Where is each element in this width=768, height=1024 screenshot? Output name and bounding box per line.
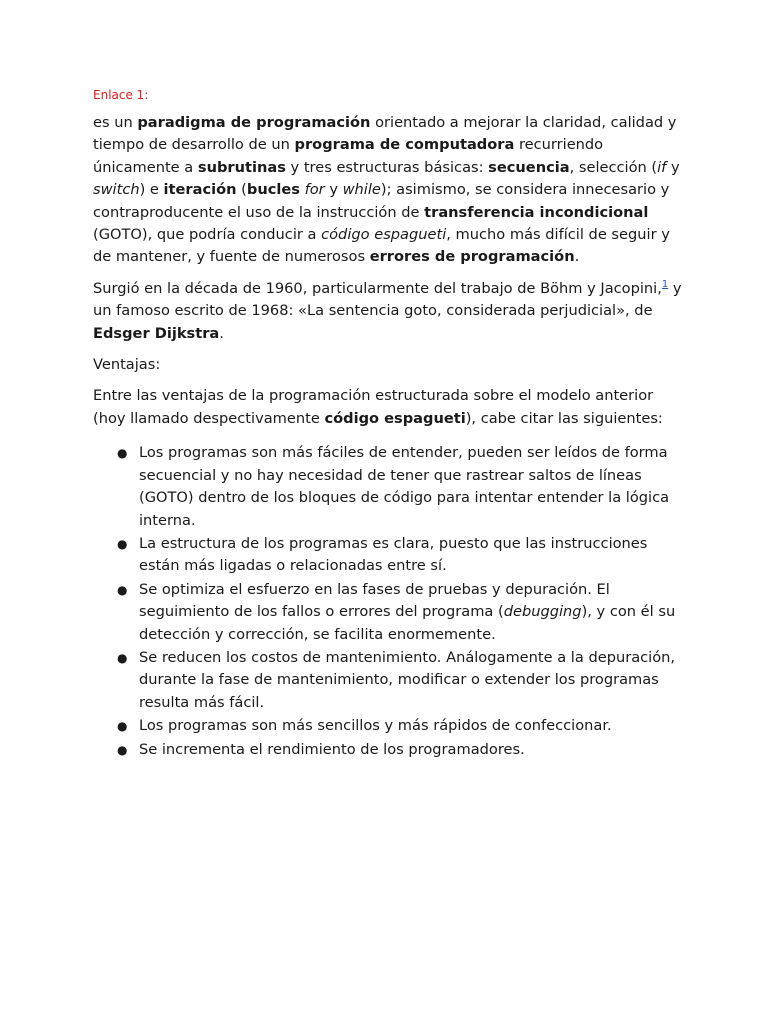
- list-item: [93, 579, 683, 646]
- bullet-icon: ●: [117, 650, 128, 665]
- advantages-intro-paragraph: Entre las ventajas de la programación estructurada sobre el modelo anterior (hoy llamado despectivamente código espagueti), cabe citar las siguientes:: [93, 387, 663, 427]
- list-item: [93, 739, 683, 761]
- list-item-text: La estructura de los programas es clara, puesto que las instrucciones están más ligadas o relacionadas entre sí.: [139, 534, 648, 575]
- bullet-icon: ●: [117, 719, 128, 734]
- list-item-text: Los programas son más fáciles de entender, pueden ser leídos de forma secuencial y no hay necesidad de tener que rastrear saltos de líneas (GOTO) dentro de los bloques de código para intentar entender la lógica interna.: [139, 444, 670, 529]
- history-paragraph: Surgió en la década de 1960, particularmente del trabajo de Böhm y Jacopini,$^1$ y un famoso escrito de 1968: «La sentencia goto, considerada perjudicial», de Edsger Dijkstra.: [93, 278, 682, 342]
- list-item-text: Se reducen los costos de mantenimiento. Análogamente a la depuración, durante la fase de mantenimiento, modificar o extender los programas resulta más fácil.: [139, 648, 676, 711]
- intro-paragraph: es un paradigma de programación orientado a mejorar la claridad, calidad y tiempo de desarrollo de un programa de computadora recurriendo únicamente a subrutinas y tres estructuras básicas: secuencia, selección (if y switch) e iteración (bucles for y while); asimismo, se considera innecesario y contraproducente el uso de la instrucción de transferencia incondicional (GOTO), que podría conducir a código espagueti, mucho más difícil de seguir y de mantener, y fuente de numerosos errores de programación.: [93, 114, 680, 266]
- list-item-text: Se optimiza el esfuerzo en las fases de pruebas y depuración. El seguimiento de los fallos o errores del programa (debugging), y con él su detección y corrección, se facilita enormemente.: [139, 580, 676, 643]
- footnote-link[interactable]: 1: [661, 278, 669, 290]
- bullet-icon: ●: [117, 742, 128, 757]
- bullet-icon: ●: [117, 536, 128, 551]
- link-heading: Enlace 1:: [93, 88, 149, 102]
- bullet-icon: ●: [117, 446, 128, 461]
- advantages-label: Ventajas:: [93, 356, 161, 374]
- list-item: [93, 647, 683, 714]
- bullet-icon: ●: [117, 582, 128, 597]
- list-item: [93, 442, 683, 532]
- list-item: [93, 533, 683, 578]
- list-item-text: Los programas son más sencillos y más rápidos de confeccionar.: [139, 717, 612, 735]
- list-item-text: Se incrementa el rendimiento de los programadores.: [139, 740, 525, 758]
- list-item: [93, 715, 683, 737]
- document-body: [93, 86, 683, 762]
- advantages-list: [93, 442, 683, 761]
